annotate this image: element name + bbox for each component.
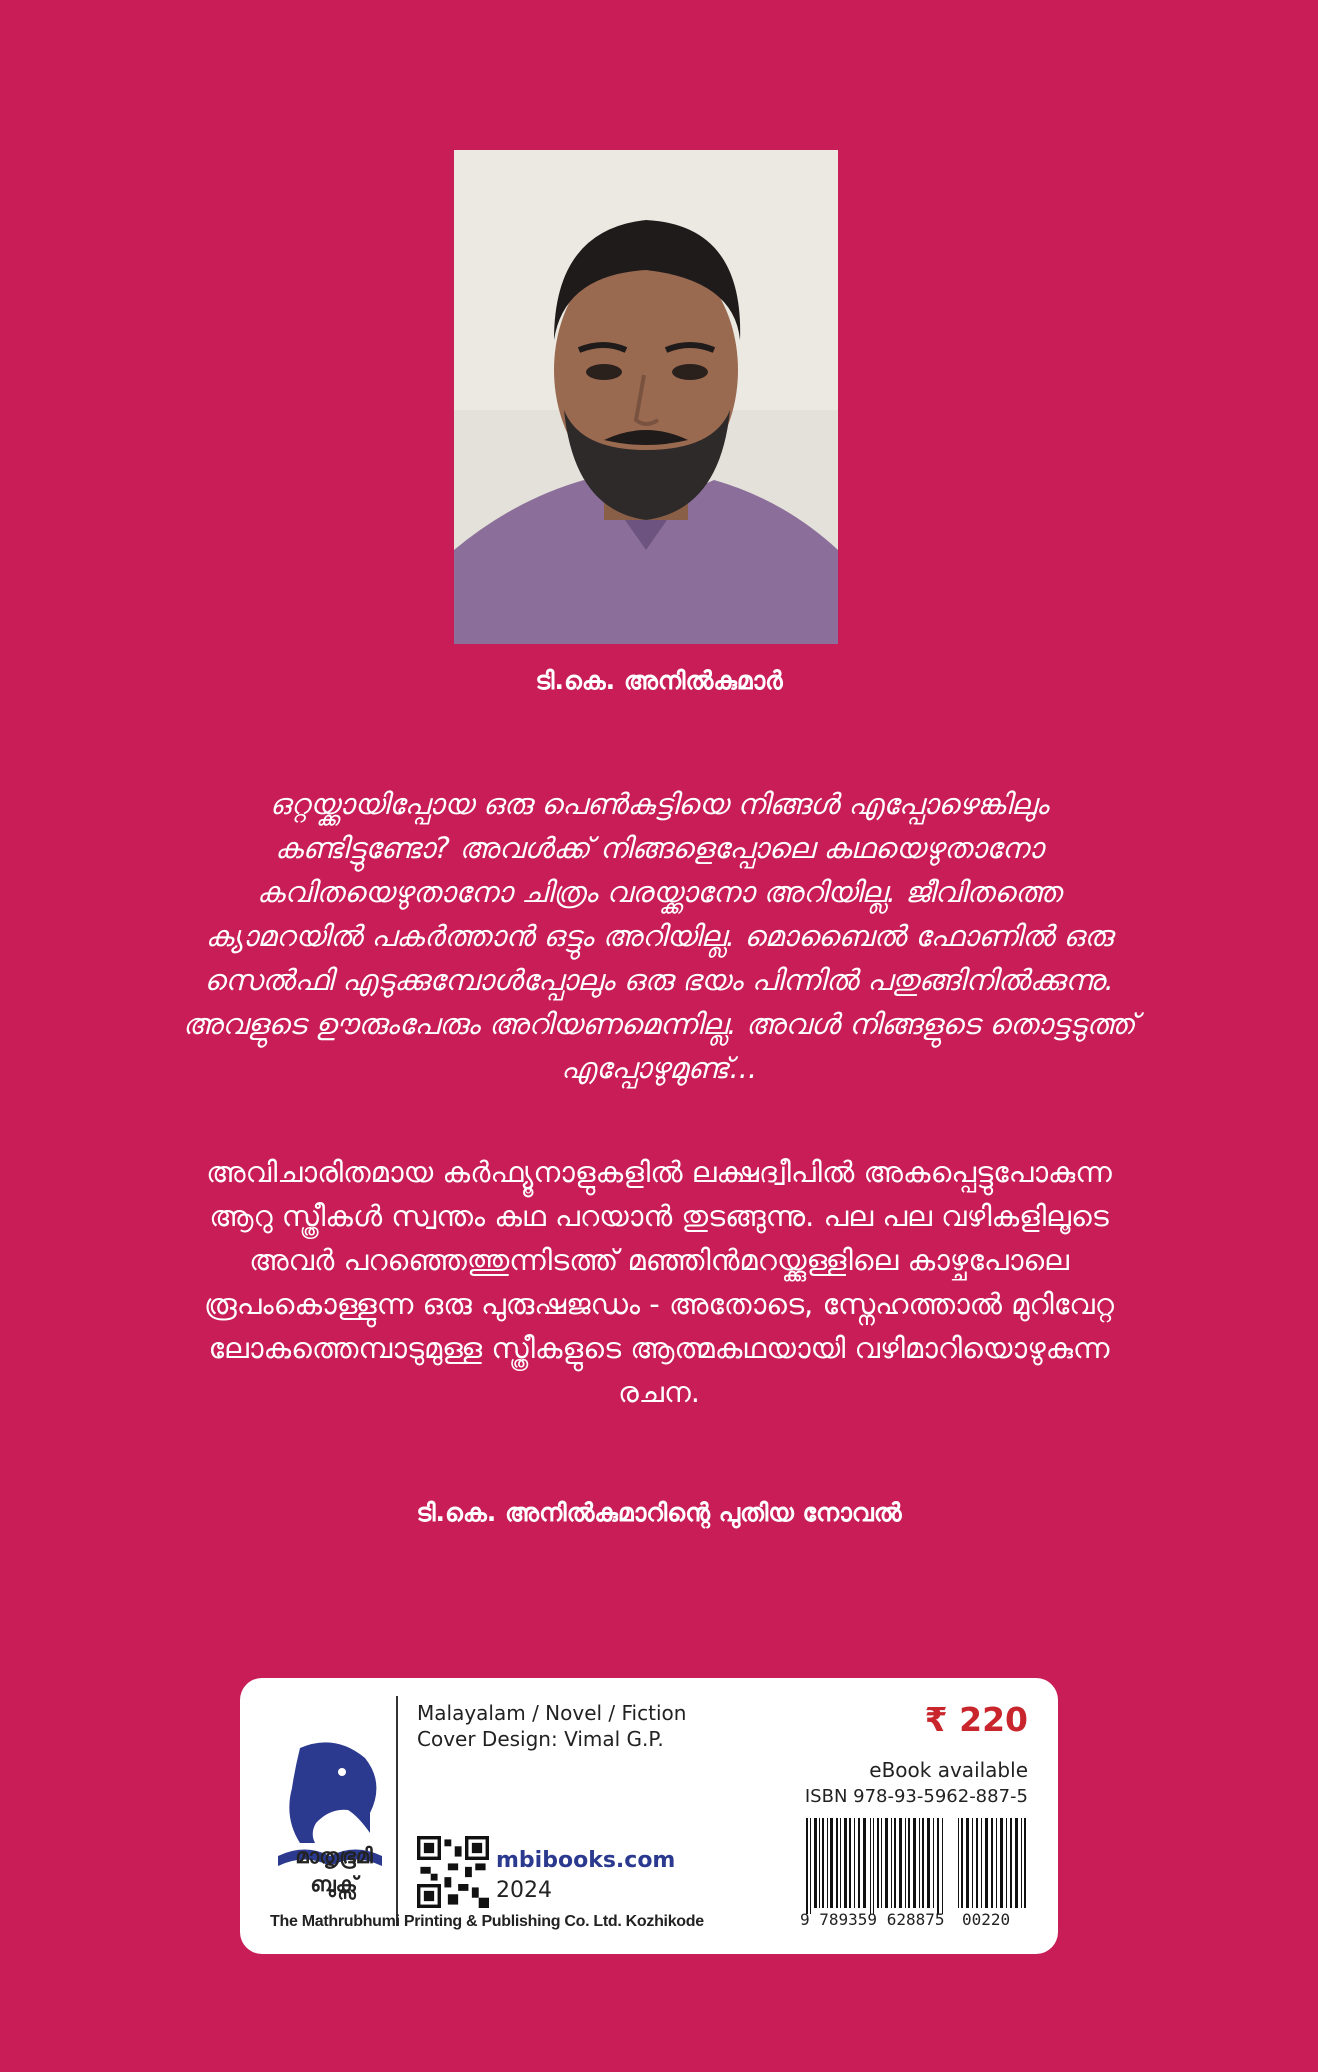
author-name-caption: ടി.കെ. അനിൽകുമാർ (535, 666, 783, 695)
qr-code-icon (417, 1836, 489, 1908)
website-link[interactable]: mbibooks.com (496, 1848, 676, 1873)
publisher-info-panel (240, 1678, 1058, 1954)
ebook-availability: eBook available (869, 1758, 1028, 1782)
barcode-icon (806, 1818, 946, 1914)
panel-divider (396, 1696, 398, 1926)
publisher-name: The Mathrubhumi Printing & Publishing Co. Ltd. Kozhikode (270, 1913, 704, 1930)
price-label: ₹ 220 (924, 1700, 1028, 1739)
logo-wordmark: മാതൃഭൂമി ബുക്സ് (295, 1844, 373, 1896)
book-category: Malayalam / Novel / Fiction Cover Design: Vimal G.P. (417, 1701, 687, 1751)
addon-barcode-icon (956, 1818, 1028, 1914)
publication-year: 2024 (496, 1878, 552, 1903)
isbn-label: ISBN 978-93-5962-887-5 (804, 1786, 1028, 1807)
addon-number: 00220 (962, 1910, 1011, 1929)
barcode-number: 9 789359 628875 (800, 1910, 945, 1929)
author-photo (454, 150, 838, 644)
blurb-summary-paragraph: അവിചാരിതമായ കർഫ്യൂനാളുകളിൽ ലക്ഷദ്വീപിൽ അകപ്പെട്ടുപോകുന്ന ആറു സ്ത്രീകൾ സ്വന്തം കഥ പറയാൻ തുടങ്ങുന്നു. പല പല വഴികളിലൂടെ അവർ പറഞ്ഞെത്തുന്നിടത്ത് മഞ്ഞിൻമറയ്ക്കുള്ളിലെ കാഴ്ചപോലെ രൂപംകൊള്ളുന്ന ഒരു പുരുഷജഡം - അതോടെ, സ്നേഹത്താൽ മുറിവേറ്റ ലോകത്തെമ്പാടുമുള്ള സ്ത്രീകളുടെ ആത്മകഥയായി വഴിമാറിയൊഴുകുന്ന രചന. (203, 1155, 1115, 1409)
tagline: ടി.കെ. അനിൽകുമാറിന്റെ പുതിയ നോവൽ (416, 1498, 902, 1527)
blurb-italic-paragraph: ഒറ്റയ്ക്കായിപ്പോയ ഒരു പെൺകുട്ടിയെ നിങ്ങൾ എപ്പോഴെങ്കിലും കണ്ടിട്ടുണ്ടോ? അവൾക്ക് നിങ്ങളെപ്പോലെ കഥയെഴുതാനോ കവിതയെഴുതാനോ ചിത്രം വരയ്ക്കാനോ അറിയില്ല. ജീവിതത്തെ ക്യാമറയിൽ പകർത്താൻ ഒട്ടും അറിയില്ല. മൊബൈൽ ഫോണിൽ ഒരു സെൽഫി എടുക്കുമ്പോൾപ്പോലും ഒരു ഭയം പിന്നിൽ പതുങ്ങിനിൽക്കുന്നു. അവളുടെ ഊരുംപേരും അറിയണമെന്നില്ല. അവൾ നിങ്ങളുടെ തൊട്ടടുത്ത് എപ്പോഴുമുണ്ട്... (182, 787, 1136, 1085)
